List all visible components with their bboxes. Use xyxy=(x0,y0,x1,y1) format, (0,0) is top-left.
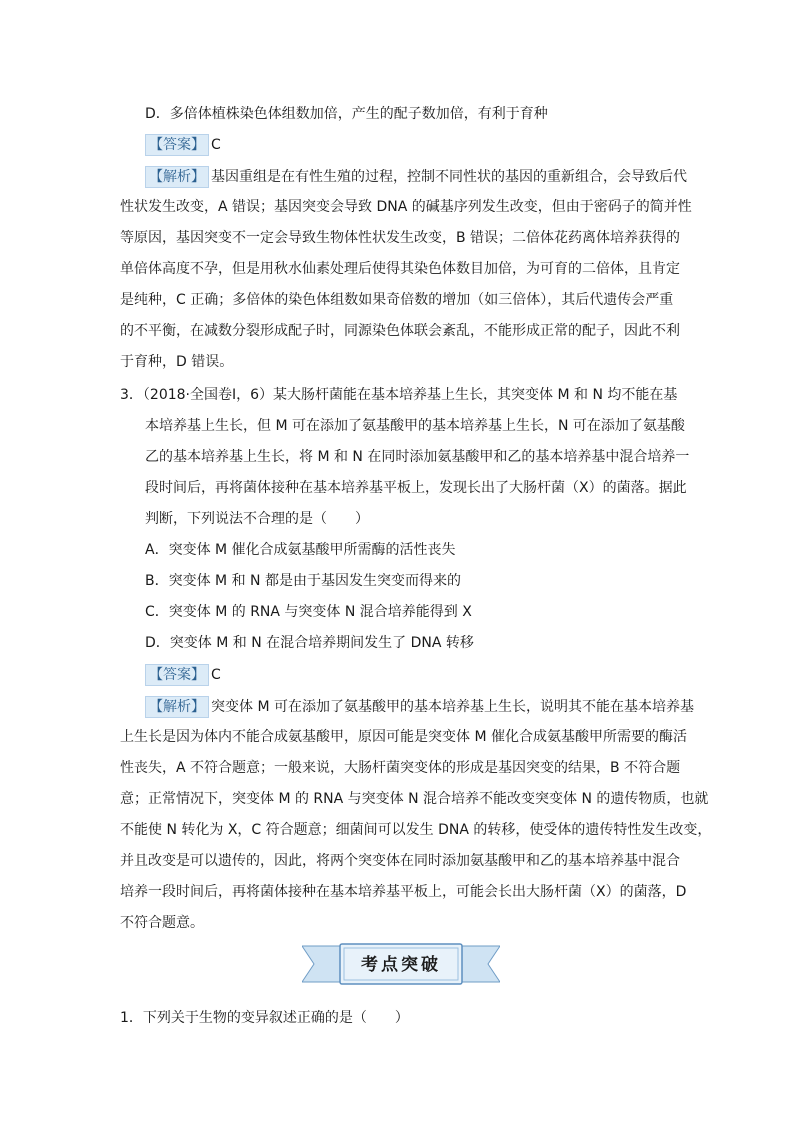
analysis-text: 不能使 N 转化为 X，C 符合题意；细菌间可以发生 DNA 的转移，使受体的遗传特性发生改变， xyxy=(120,822,712,838)
analysis-line xyxy=(145,696,694,718)
analysis-text: 并且改变是可以遗传的，因此，将两个突变体在同时添加氨基酸甲和乙的基本培养基中混合 xyxy=(120,853,680,869)
practice-question: 1．下列关于生物的变异叙述正确的是（ ） xyxy=(120,1010,409,1026)
option-d: D．突变体 M 和 N 在混合培养期间发生了 DNA 转移 xyxy=(145,635,474,651)
answer-line xyxy=(145,664,221,686)
question-stem: 判断，下列说法不合理的是（ ） xyxy=(145,511,369,527)
analysis-line xyxy=(145,166,687,188)
analysis-text: 突变体 M 可在添加了氨基酸甲的基本培养基上生长，说明其不能在基本培养基 xyxy=(211,699,694,715)
question-stem: 3．（2018·全国卷Ⅰ，6）某大肠杆菌能在基本培养基上生长，其突变体 M 和 N 均不能在基 xyxy=(120,387,678,403)
analysis-text: 培养一段时间后，再将菌体接种在基本培养基平板上，可能会长出大肠杆菌（X）的菌落，D xyxy=(120,884,687,900)
analysis-text: 等原因，基因突变不一定会导致生物体性状发生改变，B 错误；二倍体花药离体培养获得的 xyxy=(120,230,681,246)
answer-value: C xyxy=(211,667,221,683)
analysis-tag: 【解析】 xyxy=(145,696,209,718)
analysis-text: 意；正常情况下，突变体 M 的 RNA 与突变体 N 混合培养不能改变突变体 N 的遗传物质，也就 xyxy=(120,791,709,807)
analysis-text: 于育种，D 错误。 xyxy=(120,354,234,370)
analysis-text: 单倍体高度不孕，但是用秋水仙素处理后使得其染色体数目加倍，为可育的二倍体，且肯定 xyxy=(120,261,680,277)
section-banner-title: 考点突破 xyxy=(361,955,441,975)
option-c: C．突变体 M 的 RNA 与突变体 N 混合培养能得到 X xyxy=(145,604,472,620)
question-stem: 乙的基本培养基上生长，将 M 和 N 在同时添加氨基酸甲和乙的基本培养基中混合培养一 xyxy=(145,449,690,465)
answer-tag: 【答案】 xyxy=(145,134,209,156)
analysis-text: 上生长是因为体内不能合成氨基酸甲，原因可能是突变体 M 催化合成氨基酸甲所需要的酶活 xyxy=(120,729,687,745)
analysis-text: 不符合题意。 xyxy=(120,915,204,931)
question-stem: 段时间后，再将菌体接种在基本培养基平板上，发现长出了大肠杆菌（X）的菌落。据此 xyxy=(145,480,687,496)
analysis-text: 的不平衡，在减数分裂形成配子时，同源染色体联会紊乱，不能形成正常的配子，因此不利 xyxy=(120,323,680,339)
question-stem: 本培养基上生长，但 M 可在添加了氨基酸甲的基本培养基上生长，N 可在添加了氨基酸 xyxy=(145,418,685,434)
analysis-text: 性丧失，A 不符合题意；一般来说，大肠杆菌突变体的形成是基因突变的结果，B 不符合题 xyxy=(120,760,681,776)
option-b: B．突变体 M 和 N 都是由于基因发生突变而得来的 xyxy=(145,573,461,589)
answer-tag: 【答案】 xyxy=(145,664,209,686)
option-d: D．多倍体植株染色体组数加倍，产生的配子数加倍，有利于育种 xyxy=(145,106,548,122)
analysis-tag: 【解析】 xyxy=(145,166,209,188)
answer-value: C xyxy=(211,137,221,153)
analysis-text: 基因重组是在有性生殖的过程，控制不同性状的基因的重新组合，会导致后代 xyxy=(211,169,687,185)
analysis-text: 是纯种，C 正确；多倍体的染色体组数如果奇倍数的增加（如三倍体），其后代遗传会严重 xyxy=(120,292,674,308)
section-banner xyxy=(302,942,500,986)
option-a: A．突变体 M 催化合成氨基酸甲所需酶的活性丧失 xyxy=(145,542,456,558)
analysis-text: 性状发生改变，A 错误；基因突变会导致 DNA 的碱基序列发生改变，但由于密码子的简并性 xyxy=(120,199,692,215)
answer-line xyxy=(145,134,221,156)
